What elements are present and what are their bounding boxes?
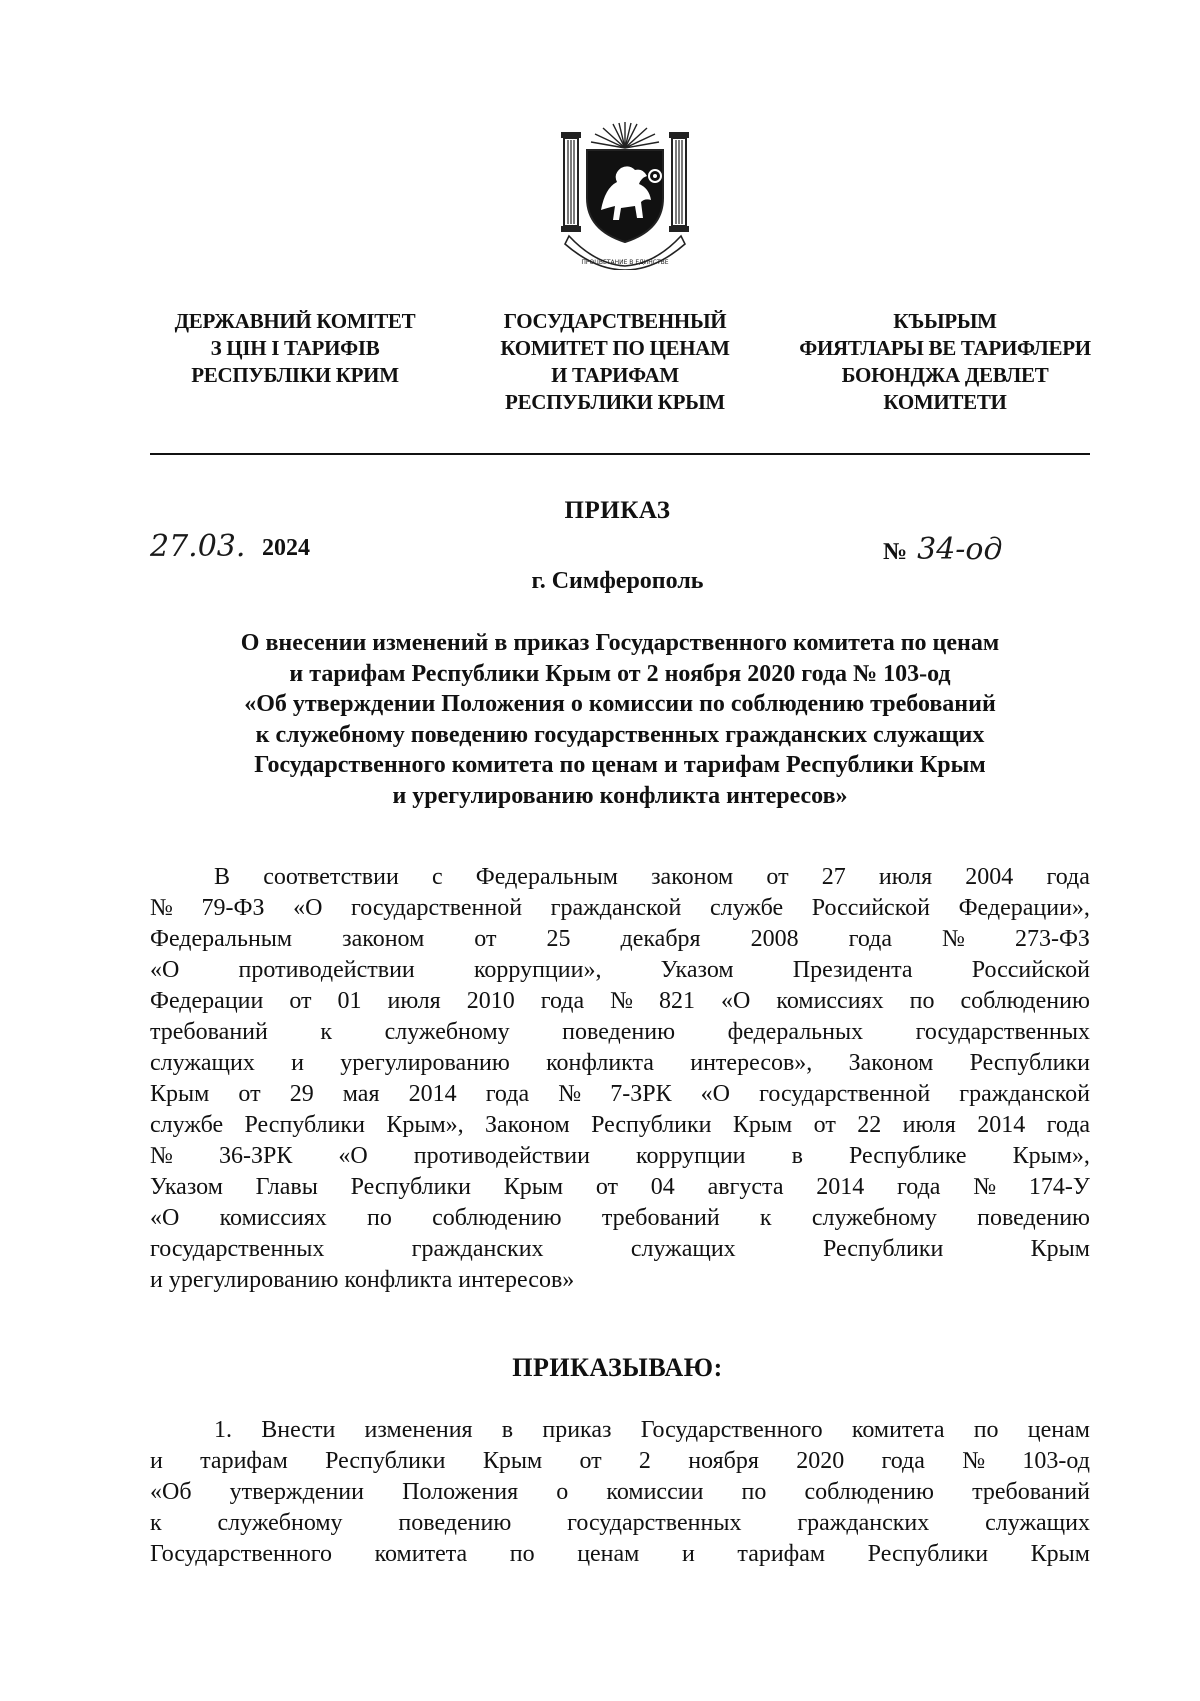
header-crh-line: КЪЫРЫМ	[893, 309, 997, 333]
header-crimean-tatar-name	[780, 308, 1110, 416]
item1-line: «Об утверждении Положения о комиссии по соблюдению требований	[150, 1479, 1090, 1505]
preamble-line: служащих и урегулированию конфликта интересов», Законом Республики	[150, 1050, 1090, 1076]
header-ua-line: З ЦІН І ТАРИФІВ	[210, 336, 380, 360]
preamble-line: Указом Главы Республики Крым от 04 августа 2014 года № 174-У	[150, 1174, 1090, 1200]
preamble-line: «О противодействии коррупции», Указом Президента Российской	[150, 957, 1090, 983]
item1-line: и тарифам Республики Крым от 2 ноября 2020 года № 103-од	[150, 1448, 1090, 1474]
header-crh-line: ФИЯТЛАРЫ ВЕ ТАРИФЛЕРИ	[799, 336, 1091, 360]
title-line: «Об утверждении Положения о комиссии по соблюдению требований	[244, 691, 996, 717]
order-heading: ПРИКАЗЫВАЮ:	[512, 1353, 723, 1382]
emblem-ribbon-text: ПРОЦВЕТАНИЕ В ЕДИНСТВЕ	[581, 259, 669, 266]
header-ua-line: РЕСПУБЛІКИ КРИМ	[191, 363, 399, 387]
order-item-1	[150, 1415, 1090, 1570]
preamble-line: В соответствии с Федеральным законом от 27 июля 2004 года	[214, 864, 1090, 890]
preamble-line: «О комиссиях по соблюдению требований к служебному поведению	[150, 1205, 1090, 1231]
preamble-line: службе Республики Крым», Законом Республики Крым от 22 июля 2014 года	[150, 1112, 1090, 1138]
title-line: Государственного комитета по ценам и тарифам Республики Крым	[254, 752, 986, 778]
header-ru-line: РЕСПУБЛИКИ КРЫМ	[505, 390, 725, 414]
preamble-line: требований к служебному поведению федеральных государственных	[150, 1019, 1090, 1045]
item1-line: 1. Внести изменения в приказ Государственного комитета по ценам	[214, 1417, 1090, 1443]
document-title	[150, 628, 1090, 811]
document-number	[883, 532, 1003, 567]
date-handwritten: 27.03.	[150, 529, 246, 564]
date-year: 2024	[262, 535, 310, 561]
number-label: №	[883, 539, 908, 565]
title-line: к служебному поведению государственных гражданских служащих	[255, 721, 985, 748]
title-line: О внесении изменений в приказ Государственного комитета по ценам	[240, 630, 1000, 656]
preamble-line: государственных гражданских служащих Республики Крым	[150, 1236, 1090, 1262]
number-handwritten: 34-од	[917, 532, 1003, 567]
preamble-line: Федеральным законом от 25 декабря 2008 года № 273-ФЗ	[150, 926, 1090, 952]
header-russian-name	[470, 308, 760, 416]
preamble-line: Крым от 29 мая 2014 года № 7-ЗРК «О государственной гражданской	[150, 1081, 1090, 1107]
header-crh-line: БОЮНДЖА ДЕВЛЕТ	[841, 363, 1049, 387]
item1-line: Государственного комитета по ценам и тарифам Республики Крым	[150, 1541, 1090, 1567]
preamble-paragraph	[150, 862, 1090, 1296]
preamble-line: № 36-ЗРК «О противодействии коррупции в Республике Крым»,	[150, 1143, 1090, 1169]
header-ru-line: ГОСУДАРСТВЕННЫЙ	[503, 309, 727, 333]
title-line: и тарифам Республики Крым от 2 ноября 2020 года № 103-од	[289, 660, 951, 687]
preamble-line: и урегулированию конфликта интересов»	[150, 1267, 575, 1293]
preamble-line: № 79-ФЗ «О государственной гражданской службе Российской Федерации»,	[150, 895, 1090, 921]
title-line: и урегулированию конфликта интересов»	[392, 782, 848, 809]
item1-line: к служебному поведению государственных гражданских служащих	[150, 1510, 1090, 1536]
document-type: ПРИКАЗ	[564, 497, 671, 524]
header-divider	[150, 453, 1090, 455]
preamble-line: Федерации от 01 июля 2010 года № 821 «О комиссиях по соблюдению	[150, 988, 1090, 1014]
document-city: г. Симферополь	[531, 568, 704, 594]
coat-of-arms-emblem	[555, 118, 695, 270]
header-ru-line: КОМИТЕТ ПО ЦЕНАМ	[500, 336, 730, 360]
header-ua-line: ДЕРЖАВНИЙ КОМІТЕТ	[174, 309, 416, 333]
header-ukrainian-name	[150, 308, 440, 389]
header-ru-line: И ТАРИФАМ	[551, 363, 679, 387]
header-crh-line: КОМИТЕТИ	[883, 390, 1007, 414]
